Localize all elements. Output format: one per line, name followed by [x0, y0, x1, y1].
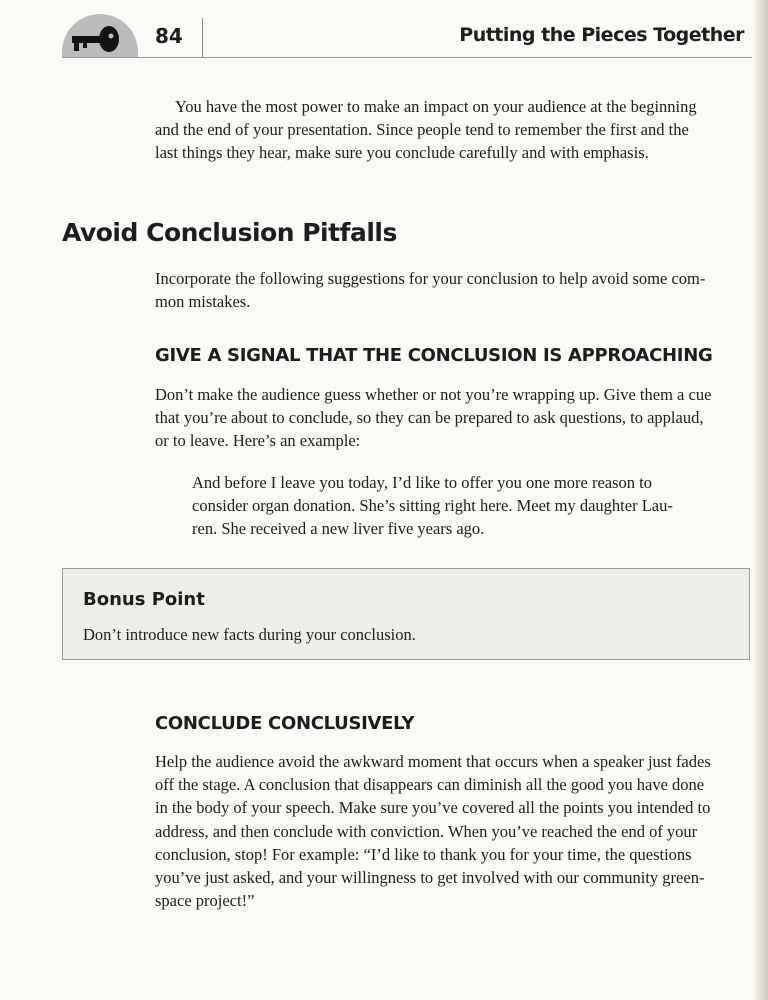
text-line: and the end of your presentation. Since people tend to remember the first and the [155, 120, 689, 140]
section-intro [155, 267, 705, 313]
text-line: And before I leave you today, I’d like to offer you one more reason to [192, 473, 653, 492]
bonus-title: Bonus Point [83, 589, 205, 610]
signal-paragraph [155, 383, 711, 453]
text-line: off the stage. A conclusion that disappears can diminish all the good you have done [155, 775, 705, 795]
text-line: Help the audience avoid the awkward moment that occurs when a speaker just fades [155, 752, 711, 771]
bonus-text: Don’t introduce new facts during your conclusion. [83, 625, 416, 644]
subheading-signal: GIVE A SIGNAL THAT THE CONCLUSION IS APPROACHING [155, 345, 713, 366]
text-line: in the body of your speech. Make sure you’ve covered all the points you intended to [155, 798, 711, 818]
section-heading: Avoid Conclusion Pitfalls [62, 218, 397, 247]
header-rule [62, 57, 752, 58]
text-line: space project!” [155, 891, 255, 911]
running-head: Putting the Pieces Together [459, 24, 744, 46]
text-line: address, and then conclude with conviction. When you’ve reached the end of your [155, 821, 698, 841]
intro-paragraph [155, 95, 697, 165]
conclude-paragraph [155, 750, 711, 912]
text-line: mon mistakes. [155, 292, 251, 312]
text-line: or to leave. Here’s an example: [155, 431, 361, 451]
header-divider [202, 18, 203, 58]
text-line: ren. She received a new liver five years ago. [192, 519, 485, 539]
page-number: 84 [155, 24, 183, 48]
text-line: you’ve just asked, and your willingness to get involved with our community green- [155, 868, 705, 888]
example-quote [192, 471, 673, 541]
key-icon [62, 14, 138, 58]
text-line: that you’re about to conclude, so they can be prepared to ask questions, to applaud, [155, 408, 704, 428]
text-line: conclusion, stop! For example: “I’d like to thank you for your time, the questions [155, 844, 692, 864]
text-line: consider organ donation. She’s sitting right here. Meet my daughter Lau- [192, 496, 673, 516]
text-line: Don’t make the audience guess whether or not you’re wrapping up. Give them a cue [155, 385, 712, 404]
text-line: Incorporate the following suggestions for your conclusion to help avoid some com- [155, 269, 706, 288]
subheading-conclude: CONCLUDE CONCLUSIVELY [155, 713, 415, 734]
page-gutter-shadow [754, 0, 768, 1000]
text-line: You have the most power to make an impact on your audience at the beginning [175, 97, 697, 116]
text-line: last things they hear, make sure you conclude carefully and with emphasis. [155, 143, 649, 163]
bonus-point-box [62, 568, 750, 660]
